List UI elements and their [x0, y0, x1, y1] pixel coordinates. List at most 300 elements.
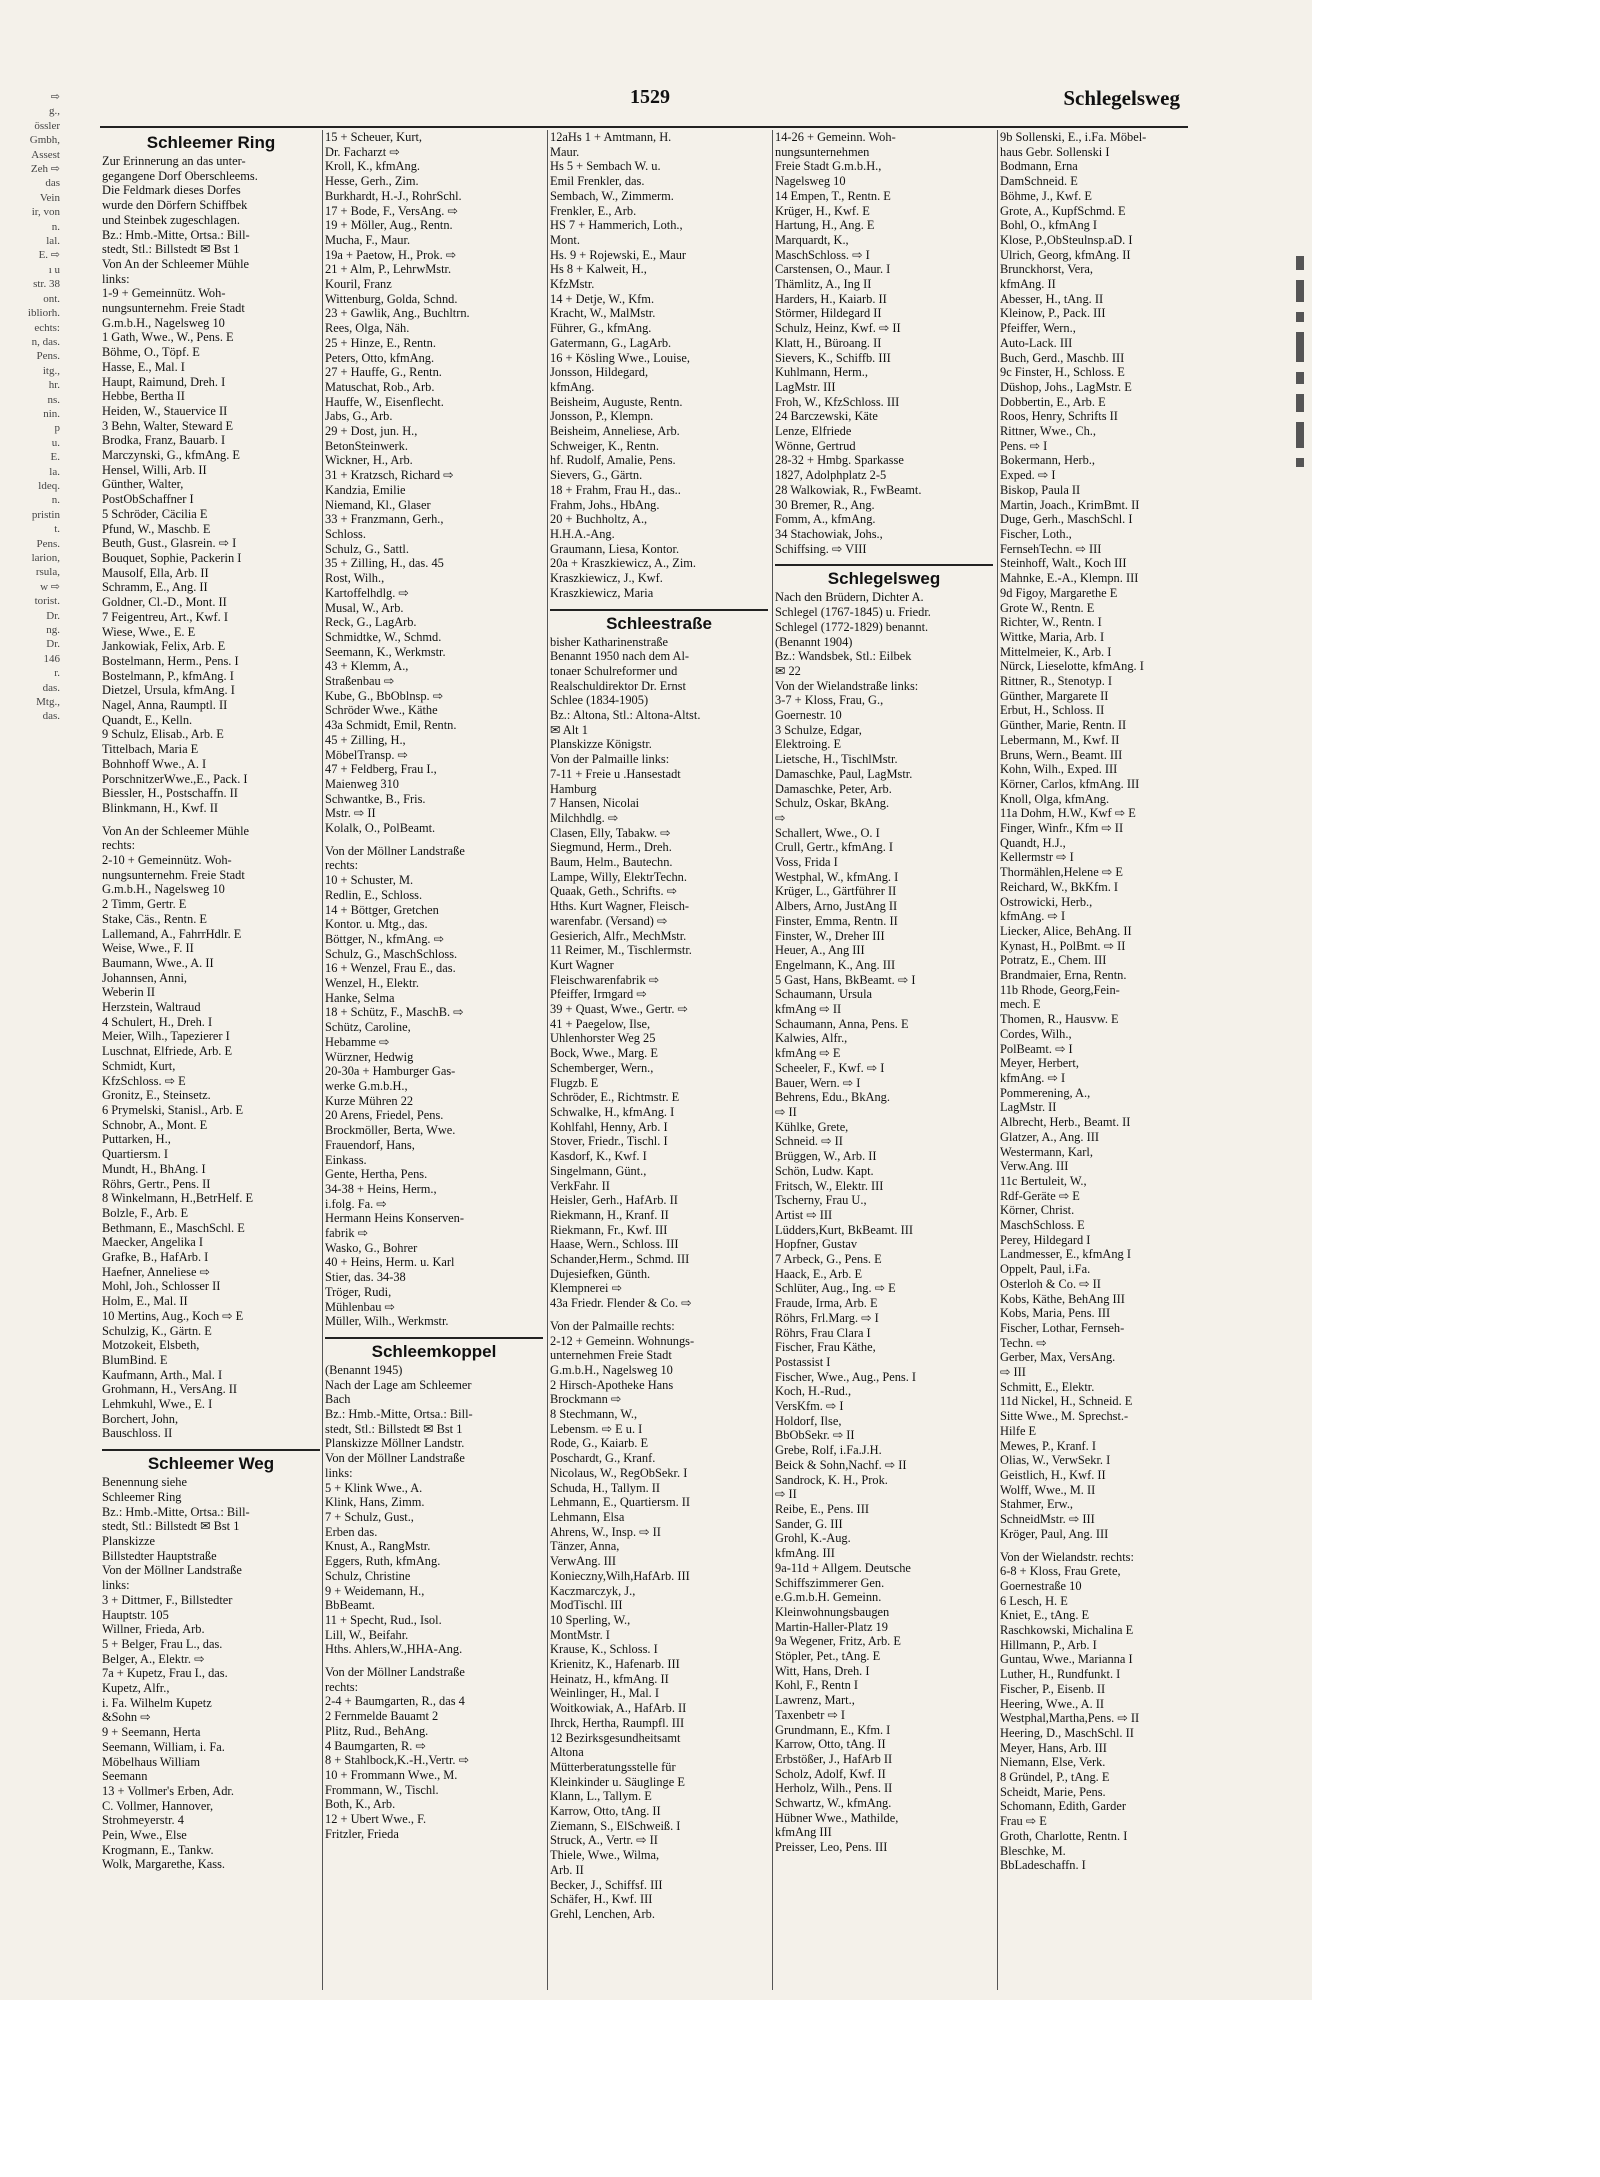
left-page-edge-fragments [0, 90, 62, 1970]
entry-line: Mewes, P., Kranf. I [1000, 1438, 1097, 1453]
edge-fragment: Vein [39, 191, 60, 204]
entry-line: Fomm, A., kfmAng. [775, 512, 876, 527]
entry-line: Stake, Cäs., Rentn. E [102, 911, 207, 926]
entry-line: i. Fa. Wilhelm Kupetz [102, 1695, 212, 1710]
entry-line: Reichard, W., BkKfm. I [1000, 879, 1119, 894]
entry-line: Singelmann, Günt., [550, 1163, 647, 1178]
entry-line: 39 + Quast, Wwe., Gertr. ⇨ [550, 1002, 688, 1017]
entry-line: Weise, Wwe., F. II [102, 941, 194, 956]
entry-line: &Sohn ⇨ [102, 1710, 151, 1725]
entry-line: rechts: [325, 1679, 359, 1694]
entry-line: Beisheim, Auguste, Rentn. [550, 394, 683, 409]
entry-line: Quartiersm. I [102, 1147, 169, 1162]
entry-line: Kuhlmann, Herm., [775, 365, 868, 380]
entry-line: Thiele, Wwe., Wilma, [550, 1848, 660, 1863]
entry-line: Von der Palmaille rechts: [550, 1318, 675, 1333]
entry-line: Both, K., Arb. [325, 1797, 396, 1812]
entry-line: Knoll, Olga, kfmAng. [1000, 791, 1110, 806]
entry-line: Böhme, O., Töpf. E [102, 345, 200, 360]
entry-line: Kohlfahl, Henny, Arb. I [550, 1119, 668, 1134]
entry-line: ⇨ III [1000, 1365, 1026, 1380]
entry-line: Rees, Olga, Näh. [325, 321, 410, 336]
edge-fragment: n, das. [31, 335, 60, 348]
entry-line: Schiffszimmerer Gen. [775, 1575, 885, 1590]
entry-line: 20-30a + Hamburger Gas- [325, 1064, 456, 1079]
entry-line: Emil Frenkler, das. [550, 174, 645, 189]
entry-line: Ahrens, W., Insp. ⇨ II [550, 1524, 661, 1539]
entry-line: Dobbertin, E., Arb. E [1000, 394, 1106, 409]
entry-line: 19 + Möller, Aug., Rentn. [325, 218, 453, 233]
edge-fragment: ns. [47, 393, 60, 406]
entry-line: Schulzig, K., Gärtn. E [102, 1323, 212, 1338]
edge-fragment: E. ⇨ [38, 249, 60, 262]
edge-fragment: t. [54, 523, 60, 536]
entry-line: Beuth, Gust., Glasrein. ⇨ I [102, 536, 237, 551]
entry-line: Riekmann, H., Kranf. II [550, 1207, 669, 1222]
entry-line: ⇨ [775, 810, 786, 825]
entry-line: LagMstr. II [1000, 1100, 1057, 1115]
edge-fragment: larion, [31, 552, 60, 564]
entry-line: Bokermann, Herb., [1000, 453, 1095, 468]
entry-line: Schemberger, Wern., [550, 1060, 654, 1075]
entry-line: Frahm, Johs., HbAng. [550, 497, 660, 512]
entry-line: C. Vollmer, Hannover, [102, 1798, 214, 1813]
entry-line: 1-9 + Gemeinnütz. Woh- [102, 286, 226, 301]
entry-line: Grafke, B., HafArb. I [102, 1250, 209, 1265]
entry-line: Bohnhoff Wwe., A. I [102, 756, 207, 771]
entry-line: Crull, Gertr., kfmAng. I [775, 840, 894, 855]
entry-line: Kaczmarczyk, J., [550, 1583, 636, 1598]
entry-line: Schleemer Ring [102, 1489, 182, 1504]
entry-line: Karrow, Otto, tAng. II [775, 1737, 886, 1752]
entry-line: Fritzler, Frieda [325, 1826, 399, 1841]
entry-line: Brockmann ⇨ [550, 1392, 622, 1407]
entry-line: Scheeler, F., Kwf. ⇨ I [775, 1060, 885, 1075]
entry-line: Martin-Haller-Platz 19 [775, 1619, 888, 1634]
edge-fragment: r. [54, 667, 60, 680]
entry-line: Johannsen, Anni, [102, 970, 188, 985]
edge-fragment: itg., [42, 364, 60, 377]
entry-line: Bostelmann, Herm., Pens. I [102, 653, 239, 668]
entry-line: BetonSteinwerk. [325, 438, 408, 453]
entry-line: Schwalke, H., kfmAng. I [550, 1105, 675, 1119]
entry-line: Körner, Carlos, kfmAng. III [1000, 776, 1140, 791]
entry-line: Realschuldirektor Dr. Ernst [550, 678, 686, 693]
entry-line: Lietsche, H., TischlMstr. [775, 752, 898, 767]
entry-line: Sievers, K., Schiffb. III [775, 350, 891, 365]
entry-line: Holm, E., Mal. II [102, 1294, 188, 1309]
street-heading: Schleemer Ring [146, 133, 276, 152]
entry-line: Bauschloss. II [102, 1426, 173, 1441]
entry-line: Lehmann, E., Quartiersm. II [550, 1495, 691, 1510]
entry-line: Westphal, W., kfmAng. I [775, 869, 899, 884]
entry-line: kfmAng. ⇨ I [1000, 909, 1066, 924]
entry-line: Bauer, Wern. ⇨ I [775, 1075, 861, 1090]
entry-line: Bodmann, Erna [1000, 159, 1078, 174]
edge-fragment: ibliorh. [27, 307, 60, 320]
entry-line: Rdf-Geräte ⇨ E [1000, 1188, 1080, 1203]
entry-line: Riekmann, Fr., Kwf. III [550, 1222, 668, 1237]
entry-line: 33 + Franzmann, Gerh., [325, 512, 444, 527]
entry-line: Ulrich, Georg, kfmAng. II [1000, 247, 1131, 262]
entry-line: hf. Rudolf, Amalie, Pens. [550, 453, 676, 468]
entry-line: Fischer, Loth., [1000, 526, 1072, 541]
entry-line: Pfeiffer, Wern., [1000, 321, 1076, 336]
entry-line: links: [102, 271, 130, 286]
entry-line: 9 + Weidemann, H., [325, 1583, 425, 1598]
entry-line: Cordes, Wilh., [1000, 1026, 1072, 1041]
entry-line: Raschkowski, Michalina E [1000, 1623, 1134, 1638]
entry-line: 8 Gründel, P., tAng. E [1000, 1770, 1110, 1785]
entry-line: Kroll, K., kfmAng. [325, 159, 420, 174]
entry-line: Würzner, Hedwig [325, 1049, 414, 1064]
entry-line: Uhlenhorster Weg 25 [550, 1031, 656, 1046]
entry-line: VersKfm. ⇨ I [775, 1399, 844, 1414]
entry-line: Planskizze [102, 1533, 155, 1548]
entry-line: kfmAng ⇨ II [775, 1002, 842, 1017]
entry-line: ✉ Alt 1 [550, 722, 588, 737]
entry-line: Quandt, E., Kelln. [102, 712, 193, 727]
column-5 [1000, 130, 1190, 1990]
entry-line: 45 + Zilling, H., [325, 732, 406, 747]
entry-line: Goernestraße 10 [1000, 1578, 1082, 1593]
entry-line: 8 Stechmann, W., [550, 1407, 638, 1422]
entry-line: Wickner, H., Arb. [325, 453, 413, 468]
entry-line: MaschSchloss. E [1000, 1218, 1085, 1233]
entry-line: Roos, Henry, Schrifts II [1000, 409, 1118, 424]
edge-fragment: ldeq. [38, 479, 60, 492]
entry-line: Siegmund, Herm., Dreh. [550, 840, 672, 855]
entry-line: Stier, das. 34-38 [325, 1270, 406, 1285]
entry-line: stedt, Stl.: Billstedt ✉ Bst 1 [102, 1519, 240, 1534]
entry-line: Jabs, G., Arb. [325, 409, 393, 424]
entry-line: tonaer Schulreformer und [550, 663, 678, 678]
entry-line: 7a + Kupetz, Frau I., das. [102, 1666, 228, 1681]
entry-line: 11 + Specht, Rud., Isol. [325, 1612, 442, 1627]
entry-line: Kurt Wagner [550, 957, 614, 972]
entry-line: 30 Bremer, R., Ang. [775, 497, 875, 512]
entry-line: Burkhardt, H.-J., RohrSchl. [325, 188, 462, 203]
entry-line: Möbelhaus William [102, 1754, 201, 1769]
entry-line: Pommerening, A., [1000, 1085, 1091, 1100]
entry-line: 6 Prymelski, Stanisl., Arb. E [102, 1103, 244, 1117]
entry-line: Hübner Wwe., Mathilde, [775, 1810, 899, 1825]
entry-line: Voss, Frida I [775, 855, 838, 870]
entry-line: kfmAng. II [1000, 277, 1056, 292]
entry-line: Bleschke, M. [1000, 1843, 1066, 1858]
entry-line: 40 + Heins, Herm. u. Karl [325, 1255, 455, 1270]
section-gap [325, 1657, 543, 1665]
entry-line: Hs 5 + Sembach W. u. [550, 159, 661, 174]
entry-line: 3 Schulze, Edgar, [775, 722, 862, 737]
entry-line: Schallert, Wwe., O. I [775, 825, 880, 840]
entry-line: Gronitz, E., Steinsetz. [102, 1088, 211, 1103]
entry-line: Hs. 9 + Rojewski, E., Maur [550, 247, 687, 262]
entry-line: warenfabr. (Versand) ⇨ [550, 913, 668, 928]
entry-line: Schmitt, E., Elektr. [1000, 1379, 1095, 1394]
entry-line: Zur Erinnerung an das unter- [102, 154, 246, 168]
entry-line: Kube, G., BbOblnsp. ⇨ [325, 688, 444, 703]
entry-line: 10 + Frommann Wwe., M. [325, 1767, 458, 1782]
entry-line: Luther, H., Rundfunkt. I [1000, 1667, 1121, 1682]
entry-line: Exped. ⇨ I [1000, 468, 1056, 483]
entry-line: 11 Reimer, M., Tischlermstr. [550, 943, 692, 958]
entry-line: Mahnke, E.-A., Klempn. III [1000, 571, 1139, 586]
entry-line: Schuda, H., Tallym. II [550, 1480, 661, 1495]
entry-line: Von der Möllner Landstraße [325, 843, 465, 858]
entry-line: 41 + Paegelow, Ilse, [550, 1016, 651, 1031]
entry-line: Belger, A., Elektr. ⇨ [102, 1651, 205, 1666]
entry-line: Hebbe, Bertha II [102, 389, 185, 404]
entry-line: Schulz, Christine [325, 1568, 411, 1583]
entry-line: Stover, Friedr., Tischl. I [550, 1134, 668, 1149]
entry-line: Altona [550, 1745, 584, 1760]
column-3 [550, 130, 768, 1990]
entry-line: Redlin, E., Schloss. [325, 887, 423, 902]
entry-line: Tänzer, Anna, [550, 1539, 620, 1554]
entry-line: Grote W., Rentn. E [1000, 600, 1095, 615]
entry-line: Landmesser, E., kfmAng I [1000, 1247, 1131, 1262]
entry-line: Kniet, E., tAng. E [1000, 1608, 1090, 1623]
entry-line: 47 + Feldberg, Frau I., [325, 762, 437, 777]
entry-line: Graumann, Liesa, Kontor. [550, 541, 680, 556]
entry-line: Koch, H.-Rud., [775, 1384, 852, 1399]
entry-line: Klink, Hans, Zimm. [325, 1495, 425, 1510]
entry-line: Kleinwohnungsbaugen [775, 1604, 890, 1619]
entry-line: Sitte Wwe., M. Sprechst.- [1000, 1409, 1129, 1424]
entry-line: Wenzel, H., Elektr. [325, 976, 419, 991]
entry-line: Motzokeit, Elsbeth, [102, 1338, 200, 1353]
entry-line: haus Gebr. Sollenski I [1000, 144, 1110, 159]
entry-line: Frau ⇨ E [1000, 1814, 1047, 1829]
edge-fragment: g., [49, 105, 60, 118]
entry-line: Von der Möllner Landstraße [325, 1665, 465, 1680]
entry-line: Ihrck, Hertha, Raumpfl. III [550, 1715, 685, 1730]
entry-line: 20 Arens, Friedel, Pens. [325, 1108, 444, 1123]
entry-line: Freie Stadt G.m.b.H., [775, 159, 882, 174]
entry-line: Beick & Sohn,Nachf. ⇨ II [775, 1457, 907, 1472]
entry-line: Rost, Wilh., [325, 571, 385, 586]
entry-line: Gerber, Max, VersAng. [1000, 1350, 1116, 1365]
entry-line: Schaumann, Ursula [775, 987, 873, 1002]
entry-line: Preisser, Leo, Pens. III [775, 1840, 888, 1855]
entry-line: Reck, G., LagArb. [325, 615, 417, 630]
entry-line: Hanke, Selma [325, 990, 395, 1005]
entry-line: Planskizze Möllner Landstr. [325, 1436, 465, 1451]
entry-line: Musal, W., Arb. [325, 600, 404, 615]
edge-fragment: Gmbh, [29, 134, 60, 147]
entry-line: 14 + Böttger, Gretchen [325, 902, 439, 917]
entry-line: Schmidt, Kurt, [102, 1058, 176, 1073]
entry-line: Haupt, Raimund, Dreh. I [102, 374, 226, 389]
entry-line: Seemann, K., Werkmstr. [325, 644, 446, 659]
entry-line: Hopfner, Gustav [775, 1237, 858, 1252]
entry-line: Brodka, Franz, Bauarb. I [102, 433, 226, 448]
entry-line: G.m.b.H., Nagelsweg 10 [102, 315, 225, 330]
entry-line: Peters, Otto, kfmAng. [325, 350, 435, 365]
entry-line: Holdorf, Ilse, [775, 1413, 842, 1428]
entry-line: Steinhoff, Walt., Koch III [1000, 556, 1127, 571]
entry-line: Kleinow, P., Pack. III [1000, 306, 1106, 321]
entry-line: Struck, A., Vertr. ⇨ II [550, 1833, 658, 1848]
entry-line: Frauendorf, Hans, [325, 1137, 415, 1152]
entry-line: Von der Wielandstr. rechts: [1000, 1549, 1134, 1564]
entry-line: Maecker, Angelika I [102, 1235, 203, 1250]
entry-line: 3 Behn, Walter, Steward E [102, 418, 234, 433]
edge-fragment: p [54, 422, 60, 435]
entry-line: Reibe, E., Pens. III [775, 1501, 869, 1516]
entry-line: Lehmkuhl, Wwe., E. I [102, 1397, 213, 1412]
entry-line: Kühlke, Grete, [775, 1119, 849, 1134]
entry-line: Hilfe E [1000, 1423, 1037, 1438]
edge-fragment: Assest [31, 148, 60, 161]
edge-fragment: lal. [46, 235, 60, 248]
entry-line: Tittelbach, Maria E [102, 742, 199, 757]
entry-line: Taxenbetr ⇨ I [775, 1707, 846, 1722]
entry-line: Niemann, Else, Verk. [1000, 1755, 1106, 1770]
entry-line: Weberin II [102, 985, 156, 1000]
entry-line: Auto-Lack. III [1000, 335, 1073, 350]
entry-line: G.m.b.H., Nagelsweg 10 [550, 1362, 673, 1377]
entry-line: Brunckhorst, Vera, [1000, 262, 1094, 277]
entry-line: Günther, Marie, Rentn. II [1000, 718, 1127, 733]
edge-fragment: str. 38 [33, 278, 60, 291]
entry-line: Westermann, Karl, [1000, 1144, 1093, 1159]
street-heading: Schleemkoppel [325, 1337, 543, 1363]
entry-line: Pfund, W., Maschb. E [102, 521, 211, 536]
entry-line: Böttger, N., kfmAng. ⇨ [325, 931, 444, 946]
entry-line: Haack, E., Arb. E [775, 1266, 863, 1281]
entry-line: Fischer, Lothar, Fernseh- [1000, 1320, 1125, 1335]
entry-line: BbObSekr. ⇨ II [775, 1428, 855, 1443]
street-heading: Schleestraße [550, 609, 768, 635]
entry-line: Müller, Wilh., Werkmstr. [325, 1314, 449, 1329]
entry-line: Bostelmann, P., kfmAng. I [102, 668, 234, 683]
entry-line: KfzMstr. [550, 277, 595, 292]
section-gap [1000, 1542, 1190, 1550]
entry-line: Bolzle, F., Arb. E [102, 1205, 189, 1220]
section-gap [325, 836, 543, 844]
entry-line: BbLadeschaffn. I [1000, 1858, 1086, 1873]
edge-fragment: das. [42, 710, 60, 723]
entry-line: Tscherny, Frau U., [775, 1193, 867, 1208]
entry-line: Schiffsing. ⇨ VIII [775, 541, 867, 556]
entry-line: e.G.m.b.H. Gemeinn. [775, 1590, 882, 1605]
entry-line: Kupetz, Alfr., [102, 1681, 170, 1696]
entry-line: Goldner, Cl.-D., Mont. II [102, 595, 227, 610]
column-4 [775, 130, 993, 1990]
entry-line: Dr. Facharzt ⇨ [325, 144, 400, 159]
entry-line: Wönne, Gertrud [775, 438, 856, 453]
entry-line: kfmAng. ⇨ I [1000, 1071, 1066, 1085]
entry-line: 2 Fernmelde Bauamt 2 [325, 1709, 439, 1724]
entry-line: 5 + Belger, Frau L., das. [102, 1636, 223, 1651]
entry-line: Hartung, H., Ang. E [775, 218, 875, 233]
entry-line: Kynast, H., PolBmt. ⇨ II [1000, 938, 1126, 953]
entry-line: 11c Bertuleit, W., [1000, 1173, 1087, 1188]
entry-line: 17 + Bode, F., VersAng. ⇨ [325, 203, 458, 218]
entry-line: Schulz, G., MaschSchloss. [325, 946, 458, 961]
entry-line: Bruns, Wern., Beamt. III [1000, 747, 1123, 762]
column-2 [325, 130, 543, 1990]
entry-line: Gente, Hertha, Pens. [325, 1167, 428, 1182]
entry-line: 1 Gath, Wwe., W., Pens. E [102, 330, 234, 345]
column-divider [772, 130, 773, 1990]
entry-line: Duge, Gerh., MaschSchl. I [1000, 512, 1133, 527]
entry-line: Buch, Gerd., Maschb. III [1000, 350, 1125, 365]
entry-line: links: [102, 1578, 130, 1593]
entry-line: Kraszkiewicz, Maria [550, 585, 654, 600]
entry-line: ✉ 22 [775, 663, 801, 678]
entry-line: 35 + Zilling, H., das. 45 [325, 556, 444, 571]
entry-line: Nicolaus, W., RegObSekr. I [550, 1465, 688, 1480]
entry-line: Kobs, Käthe, BehAng III [1000, 1291, 1125, 1306]
entry-line: 9 Schulz, Elisab., Arb. E [102, 727, 224, 742]
entry-line: 9 + Seemann, Herta [102, 1725, 201, 1740]
entry-line: 14-26 + Gemeinn. Woh- [775, 130, 896, 144]
entry-line: Thämlitz, A., Ing II [775, 277, 872, 292]
entry-line: ⇨ II [775, 1487, 797, 1502]
section-gap [102, 816, 320, 824]
entry-line: Einkass. [325, 1152, 367, 1167]
entry-line: Schmidtke, W., Schmd. [325, 629, 442, 644]
entry-line: Dietzel, Ursula, kfmAng. I [102, 683, 235, 698]
entry-line: Damaschke, Paul, LagMstr. [775, 766, 913, 781]
entry-line: Finster, Emma, Rentn. II [775, 913, 898, 928]
entry-line: Postassist I [775, 1354, 831, 1369]
entry-line: Mausolf, Ella, Arb. II [102, 565, 209, 580]
entry-line: Mütterberatungsstelle für [550, 1759, 676, 1774]
entry-line: Fischer, P., Eisenb. II [1000, 1681, 1106, 1696]
entry-line: 43 + Klemm, A., [325, 659, 409, 674]
edge-fragment: Pens. [36, 350, 60, 363]
entry-line: Damaschke, Peter, Arb. [775, 781, 892, 796]
entry-line: Böhme, J., Kwf. E [1000, 188, 1092, 203]
entry-line: kfmAng. III [775, 1546, 835, 1561]
entry-line: Klose, P.,ObSteulnsp.aD. I [1000, 232, 1133, 247]
edge-fragment: rsula, [35, 566, 60, 579]
entry-line: Woitkowiak, A., HafArb. II [550, 1701, 687, 1716]
entry-line: 7 Hansen, Nicolai [550, 796, 640, 811]
entry-line: G.m.b.H., Nagelsweg 10 [102, 882, 225, 897]
entry-line: Krogmann, E., Tankw. [102, 1842, 214, 1857]
entry-line: Sander, G. III [775, 1516, 843, 1531]
entry-line: Milchhdlg. ⇨ [550, 810, 619, 825]
entry-line: 7-11 + Freie u .Hansestadt [550, 766, 681, 781]
entry-line: Kasdorf, K., Kwf. I [550, 1149, 647, 1164]
entry-line: unternehmen Freie Stadt [550, 1348, 672, 1363]
entry-line: Behrens, Edu., BkAng. [775, 1090, 890, 1105]
entry-line: Osterloh & Co. ⇨ II [1000, 1276, 1101, 1291]
entry-line: Abesser, H., tAng. II [1000, 291, 1104, 306]
entry-line: Mohl, Joh., Schlosser II [102, 1279, 221, 1294]
entry-line: 2-10 + Gemeinnütz. Woh- [102, 853, 232, 868]
entry-line: Kröger, Paul, Ang. III [1000, 1526, 1109, 1541]
entry-line: Nürck, Lieselotte, kfmAng. I [1000, 659, 1144, 674]
entry-line: Thomen, R., Hausvw. E [1000, 1012, 1119, 1027]
page-number: 1529 [630, 86, 670, 108]
entry-line: Gatermann, G., LagArb. [550, 335, 672, 350]
entry-line: Klann, L., Tallym. E [550, 1789, 652, 1804]
entry-line: Röhrs, Frau Clara I [775, 1325, 871, 1340]
entry-line: Lüdders,Kurt, BkBeamt. III [775, 1222, 913, 1237]
entry-line: Flugzb. E [550, 1075, 599, 1090]
entry-line: Lallemand, A., FahrrHdlr. E [102, 926, 242, 941]
entry-line: Führer, G., kfmAng. [550, 321, 652, 336]
entry-line: 34 Stachowiak, Johs., [775, 526, 883, 541]
edge-fragment: Dr. [46, 609, 60, 622]
entry-line: Von der Wielandstraße links: [775, 678, 919, 693]
